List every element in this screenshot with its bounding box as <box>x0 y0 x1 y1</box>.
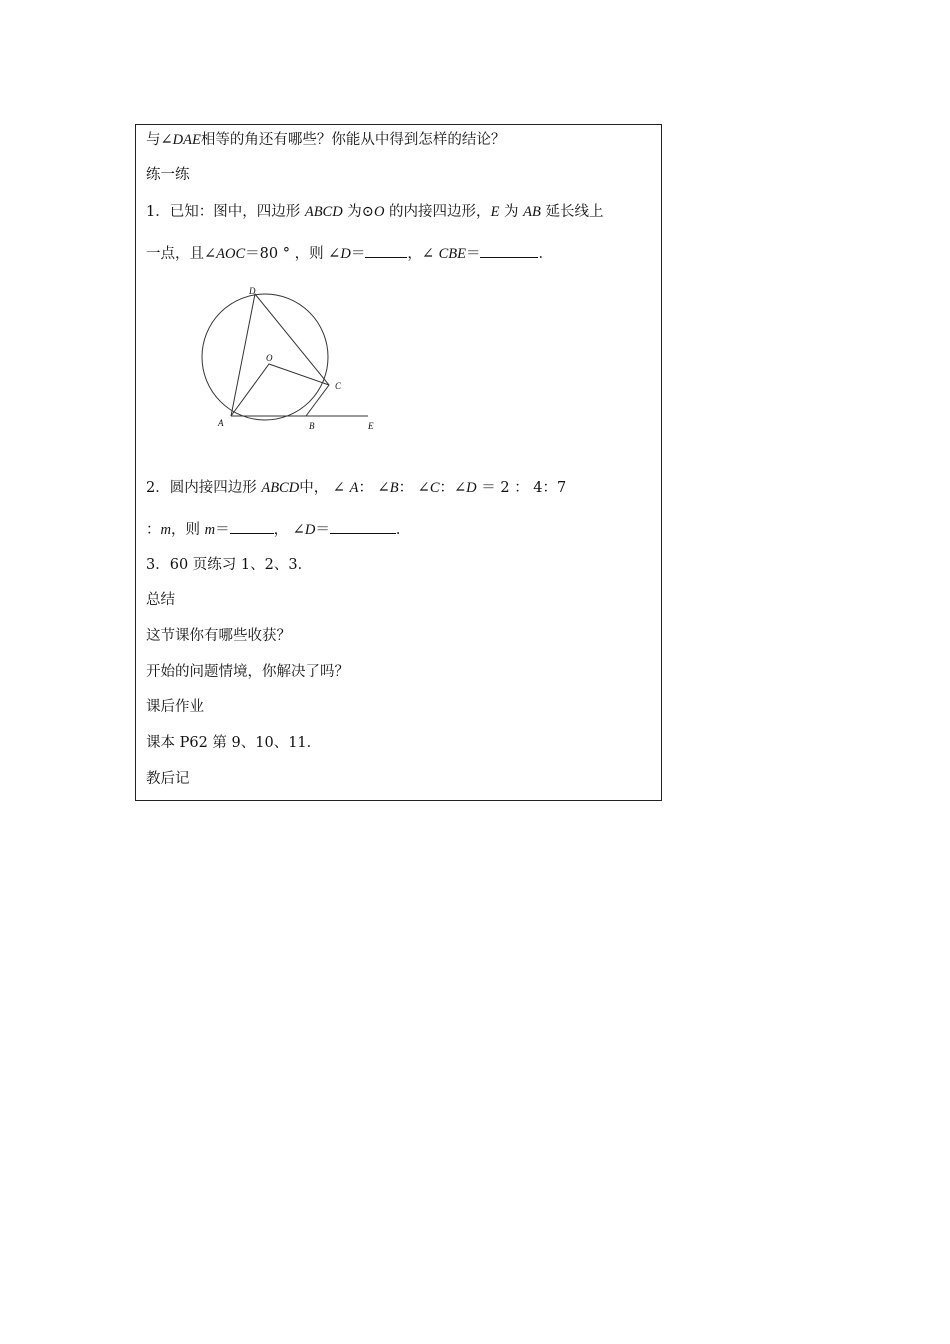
label-e: E <box>368 421 374 431</box>
teaching-notes-heading: 教后记 <box>146 771 190 787</box>
question-1-line-1: 1．已知：图中，四边形 ABCD 为⊙O 的内接四边形，E 为 AB 延长线上 <box>146 204 604 220</box>
answer-blank-m[interactable] <box>230 519 274 534</box>
homework-heading: 课后作业 <box>146 699 204 715</box>
label-d: D <box>249 286 256 296</box>
angle-aoc <box>231 364 329 416</box>
summary-question-1: 这节课你有哪些收获？ <box>146 628 291 644</box>
summary-heading: 总结 <box>146 592 175 608</box>
quadrilateral-abcd <box>231 294 329 416</box>
question-2-line-2: ：m，则 m＝ ， ∠D＝ ． <box>146 519 410 540</box>
label-b: B <box>309 421 315 431</box>
label-c: C <box>335 381 342 391</box>
label-a: A <box>218 418 224 428</box>
homework-text: 课本 P62 第 9、10、11． <box>146 735 322 751</box>
question-3: 3．60 页练习 1、2、3． <box>146 557 313 573</box>
circle-quadrilateral-figure <box>196 283 386 433</box>
summary-question-2: 开始的问题情境，你解决了吗？ <box>146 664 349 680</box>
answer-blank-angle-cbe[interactable] <box>480 243 538 258</box>
content-box <box>135 124 662 801</box>
question-2-line-1: 2．圆内接四边形 ABCD中， ∠ A： ∠B： ∠C：∠D ＝ 2 ： 4：7 <box>146 480 567 496</box>
question-1-line-2: 一点，且∠AOC＝80 ° ，则 ∠D＝ ，∠ CBE＝ ． <box>146 243 553 264</box>
label-o: O <box>266 353 273 363</box>
circumcircle <box>202 294 328 420</box>
answer-blank-angle-d-2[interactable] <box>330 519 396 534</box>
answer-blank-angle-d[interactable] <box>365 243 407 258</box>
intro-question: 与∠DAE相等的角还有哪些？你能从中得到怎样的结论？ <box>146 132 506 148</box>
practice-heading: 练一练 <box>146 167 190 183</box>
